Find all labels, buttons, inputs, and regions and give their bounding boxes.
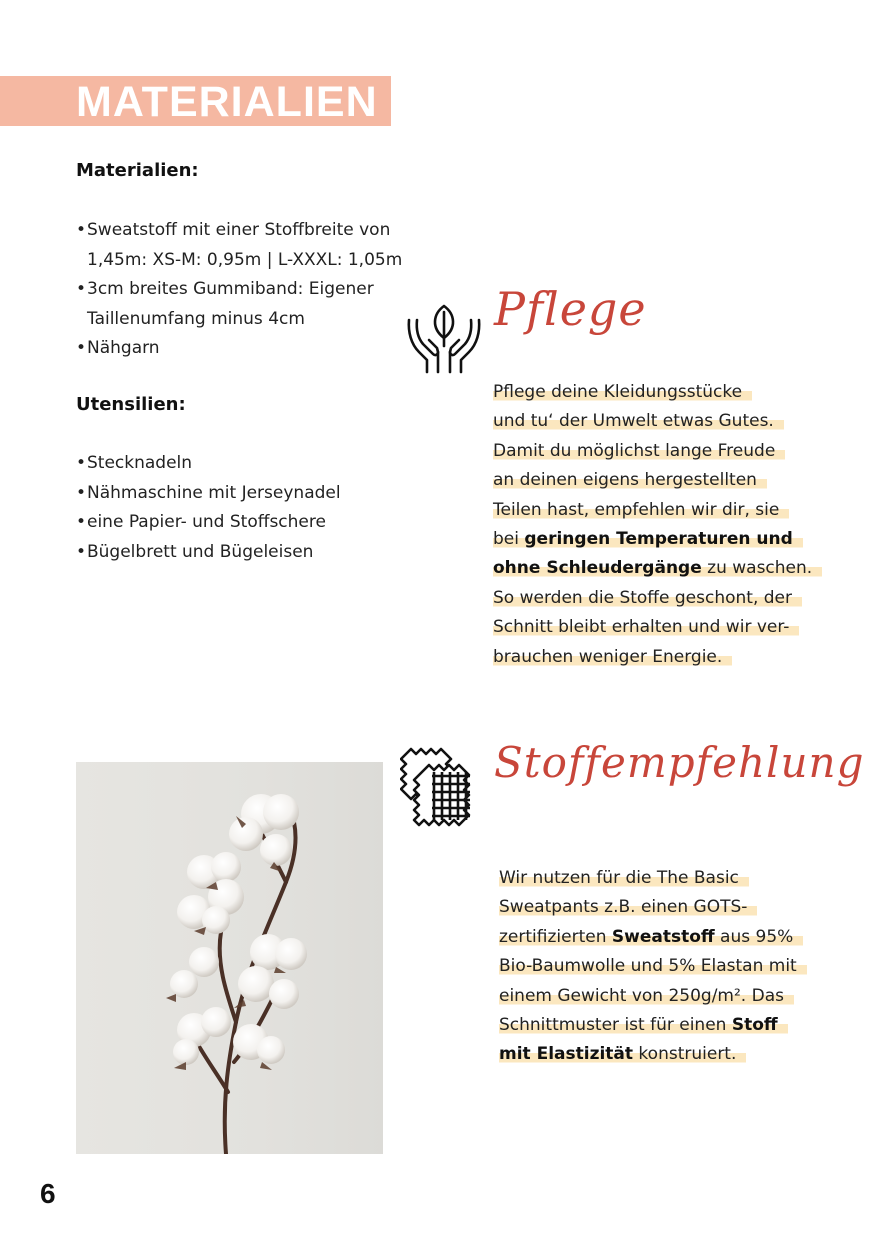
text-line: einem Gewicht von 250g/m². Das xyxy=(499,986,794,1006)
text-emphasis: Sweatstoff xyxy=(611,926,715,947)
materials-heading: Materialien: xyxy=(76,160,199,181)
text-line: und tu‘ der Umwelt etwas Gutes. xyxy=(493,411,784,431)
text-line xyxy=(493,529,803,549)
text-line xyxy=(493,558,822,578)
text-emphasis: ohne Schleudergänge xyxy=(493,558,702,579)
list-item-line: Nähgarn xyxy=(87,338,160,358)
list-item-line: 3cm breites Gummiband: Eigener xyxy=(87,279,374,299)
text-line xyxy=(499,1044,746,1064)
tools-heading: Utensilien: xyxy=(76,394,186,415)
list-item xyxy=(76,334,402,364)
text-run: bei xyxy=(493,529,525,550)
text-emphasis: geringen Temperaturen und xyxy=(524,529,793,550)
tools-list xyxy=(76,449,341,567)
text-emphasis: Stoff xyxy=(731,1015,778,1036)
text-run: zertifizierten xyxy=(499,926,612,947)
text-line: Damit du möglichst lange Freude xyxy=(493,441,785,461)
page-title: MATERIALIEN xyxy=(76,78,378,126)
text-line: Wir nutzen für die The Basic xyxy=(499,868,749,888)
text-line: Pflege deine Kleidungsstücke xyxy=(493,382,752,402)
list-item: • Bügelbrett und Bügeleisen xyxy=(76,538,341,568)
text-run: zu waschen. xyxy=(701,558,813,579)
text-line xyxy=(499,1015,788,1035)
list-item xyxy=(76,275,402,334)
list-item: • eine Papier- und Stoffschere xyxy=(76,508,341,538)
text-run: Schnittmuster ist für einen xyxy=(499,1015,732,1036)
text-line: Sweatpants z.B. einen GOTS- xyxy=(499,897,757,917)
materials-list xyxy=(76,216,402,364)
list-item xyxy=(76,216,402,275)
list-item-line: Sweatstoff mit einer Stoffbreite von xyxy=(87,220,391,240)
cotton-branch-photo xyxy=(76,762,383,1154)
care-paragraph xyxy=(493,378,822,672)
text-line xyxy=(499,927,803,947)
text-line: brauchen weniger Energie. xyxy=(493,647,732,667)
text-line: So werden die Stoffe geschont, der xyxy=(493,588,802,608)
list-item: • Stecknadeln xyxy=(76,449,341,479)
fabric-swatch-icon xyxy=(400,744,484,832)
page-number: 6 xyxy=(40,1178,56,1209)
text-line: Bio-Baumwolle und 5% Elastan mit xyxy=(499,956,807,976)
fabric-title: Stoffempfehlung xyxy=(494,738,865,787)
text-run: aus 95% xyxy=(714,926,794,947)
text-emphasis: mit Elastizität xyxy=(499,1044,634,1065)
text-line: Teilen hast, empfehlen wir dir, sie xyxy=(493,500,789,520)
list-item-line: Taillenumfang minus 4cm xyxy=(87,308,305,329)
fabric-paragraph xyxy=(499,864,807,1070)
hands-leaf-icon xyxy=(405,298,483,380)
text-run: konstruiert. xyxy=(633,1044,737,1065)
list-item-line: 1,45m: XS-M: 0,95m | L-XXXL: 1,05m xyxy=(87,249,403,270)
list-item: • Nähmaschine mit Jerseynadel xyxy=(76,479,341,509)
text-line: Schnitt bleibt erhalten und wir ver- xyxy=(493,617,799,637)
text-line: an deinen eigens hergestellten xyxy=(493,470,767,490)
care-title: Pflege xyxy=(494,282,647,336)
